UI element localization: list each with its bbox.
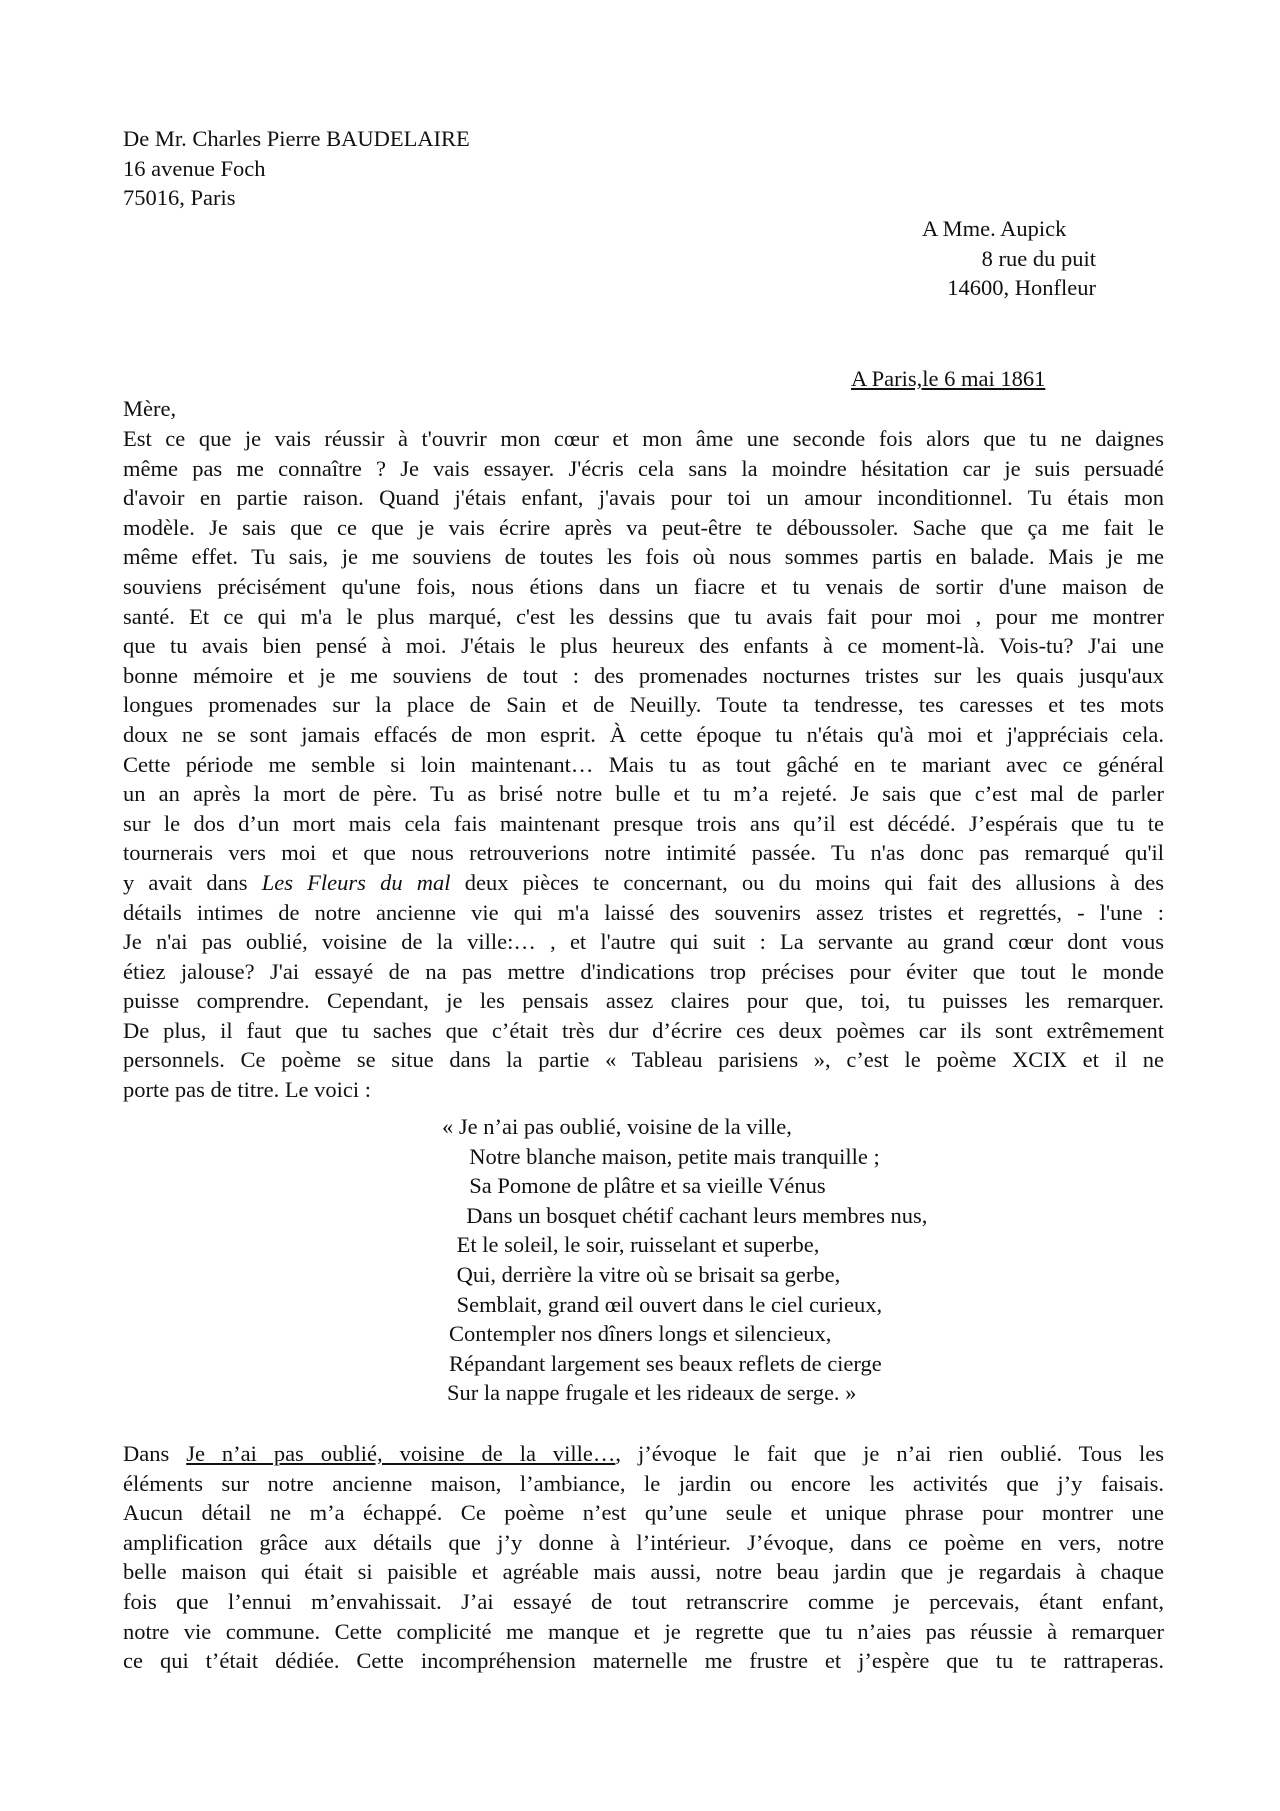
paragraph-line: d'avoir en partie raison. Quand j'étais enfant, j'avais pour toi un amour inconditionnel. Tu étais mon bbox=[123, 485, 1164, 511]
recipient-city: 14600, Honfleur bbox=[947, 275, 1096, 301]
paragraph-line: fois que l’ennui m’envahissait. J’ai essayé de tout retranscrire comme je percevais, étant enfant, bbox=[123, 1588, 1164, 1614]
paragraph-line: que tu avais bien pensé à moi. J'étais le plus heureux des enfants à ce moment-là. Vois-tu? J'ai une bbox=[123, 633, 1164, 659]
sender-street: 16 avenue Foch bbox=[123, 155, 266, 181]
paragraph-line: doux ne se sont jamais effacés de mon esprit. À cette époque tu n'étais qu'à moi et j'appréciais cela. bbox=[123, 721, 1164, 747]
line-text: , j’évoque le fait que je n’ai rien oublié. Tous les bbox=[615, 1441, 1164, 1466]
paragraph-line: sur le dos d’un mort mais cela fais maintenant presque trois ans qu’il est décédé. J’espérais que tu te bbox=[123, 810, 1164, 836]
poem-verse: Répandant largement ses beaux reflets de cierge bbox=[449, 1350, 882, 1376]
paragraph-line: Aucun détail ne m’a échappé. Ce poème n’est qu’une seule et unique phrase pour montrer une bbox=[123, 1500, 1164, 1526]
sender-city: 75016, Paris bbox=[123, 185, 236, 211]
poem-verse: Et le soleil, le soir, ruisselant et superbe, bbox=[451, 1232, 820, 1258]
poem-verse: Sa Pomone de plâtre et sa vieille Vénus bbox=[458, 1173, 826, 1199]
paragraph-line: notre vie commune. Cette complicité me manque et je regrette que tu n’aies pas réussie à remarquer bbox=[123, 1618, 1164, 1644]
paragraph-line: ce qui t’était dédiée. Cette incompréhension maternelle me frustre et j’espère que tu te rattraperas. bbox=[123, 1648, 1164, 1674]
book-title: Les Fleurs du mal bbox=[261, 869, 451, 895]
paragraph-line: Est ce que je vais réussir à t'ouvrir mon cœur et mon âme une seconde fois alors que tu ne daignes bbox=[123, 426, 1164, 451]
paragraph-line: De plus, il faut que tu saches que c’était très dur d’écrire ces deux poèmes car ils sont extrêmement bbox=[123, 1017, 1164, 1043]
letter-date: A Paris,le 6 mai 1861 bbox=[851, 366, 1046, 391]
paragraph-line: souviens précisément qu'une fois, nous étions dans un fiacre et tu venais de sortir d'une maison de bbox=[123, 573, 1164, 599]
sender-name: De Mr. Charles Pierre BAUDELAIRE bbox=[123, 126, 470, 151]
paragraph-line: longues promenades sur la place de Sain et de Neuilly. Toute ta tendresse, tes caresses et tes mots bbox=[123, 692, 1164, 718]
paragraph-line: porte pas de titre. Le voici : bbox=[123, 1077, 372, 1103]
salutation: Mère, bbox=[123, 396, 177, 421]
paragraph-line: détails intimes de notre ancienne vie qui m'a laissé des souvenirs assez tristes et regrettés, - l'une : bbox=[123, 899, 1164, 925]
recipient-name: A Mme. Aupick bbox=[922, 216, 1067, 241]
poem-verse: « Je n’ai pas oublié, voisine de la ville, bbox=[442, 1114, 792, 1139]
paragraph-line: Cette période me semble si loin maintenant… Mais tu as tout gâché en te mariant avec ce général bbox=[123, 751, 1164, 777]
sender-address bbox=[123, 124, 470, 213]
line-text: Dans bbox=[123, 1441, 187, 1466]
poem-title-reference: Je n’ai pas oublié, voisine de la ville… bbox=[186, 1441, 616, 1466]
paragraph-2 bbox=[123, 1439, 1164, 1676]
poem-verse: Qui, derrière la vitre où se brisait sa gerbe, bbox=[451, 1261, 841, 1287]
poem-verse: Notre blanche maison, petite mais tranquille ; bbox=[458, 1143, 880, 1169]
paragraph-1 bbox=[123, 424, 1164, 1105]
paragraph-line: éléments sur notre ancienne maison, l’ambiance, le jardin ou encore les activités que j’y faisais. bbox=[123, 1470, 1164, 1496]
paragraph-line: modèle. Je sais que ce que je vais écrire après va peut-être te déboussoler. Sache que ça me fait le bbox=[123, 514, 1164, 540]
line-text: deux pièces te concernant, ou du moins qui fait des allusions à des bbox=[450, 869, 1165, 895]
paragraph-line: amplification grâce aux détails que j’y donne à l’intérieur. J’évoque, dans ce poème en vers, notre bbox=[123, 1529, 1164, 1555]
paragraph-line: même pas me connaître ? Je vais essayer. J'écris cela sans la moindre hésitation car je suis persuadé bbox=[123, 455, 1164, 481]
paragraph-line: santé. Et ce qui m'a le plus marqué, c'est les dessins que tu avais fait pour moi , pour me montrer bbox=[123, 603, 1164, 629]
poem-verse: Contempler nos dîners longs et silencieux, bbox=[449, 1321, 832, 1347]
poem-verse: Sur la nappe frugale et les rideaux de serge. » bbox=[447, 1380, 857, 1406]
paragraph-line: puisse comprendre. Cependant, je les pensais assez claires pour que, toi, tu puisses les remarquer. bbox=[123, 988, 1164, 1014]
recipient-street: 8 rue du puit bbox=[981, 245, 1096, 271]
paragraph-line: même effet. Tu sais, je me souviens de toutes les fois où nous sommes partis en balade. Mais je me bbox=[123, 544, 1164, 570]
paragraph-line-with-title bbox=[123, 868, 1164, 898]
recipient-address bbox=[922, 214, 1096, 303]
poem-verse: Dans un bosquet chétif cachant leurs membres nus, bbox=[455, 1202, 928, 1228]
paragraph-line-with-title bbox=[123, 1439, 1164, 1469]
poem-excerpt bbox=[442, 1112, 927, 1408]
paragraph-line: belle maison qui était si paisible et agréable mais aussi, notre beau jardin que je regardais à chaque bbox=[123, 1559, 1164, 1585]
paragraph-line: personnels. Ce poème se situe dans la partie « Tableau parisiens », c’est le poème XCIX et il ne bbox=[123, 1047, 1164, 1073]
poem-verse: Semblait, grand œil ouvert dans le ciel curieux, bbox=[451, 1291, 883, 1317]
paragraph-line: un an après la mort de père. Tu as brisé notre bulle et tu m’a rejeté. Je sais que c’est mal de parler bbox=[123, 781, 1164, 807]
paragraph-line: étiez jalouse? J'ai essayé de na pas mettre d'indications trop précises pour éviter que tout le monde bbox=[123, 958, 1164, 984]
line-text: y avait dans bbox=[123, 869, 262, 895]
paragraph-line: bonne mémoire et je me souviens de tout : des promenades nocturnes tristes sur les quais jusqu'aux bbox=[123, 662, 1164, 688]
paragraph-line: tournerais vers moi et que nous retrouverions notre intimité passée. Tu n'as donc pas remarqué qu'il bbox=[123, 840, 1164, 866]
paragraph-line: Je n'ai pas oublié, voisine de la ville:… , et l'autre qui suit : La servante au grand cœur dont vous bbox=[123, 929, 1164, 955]
